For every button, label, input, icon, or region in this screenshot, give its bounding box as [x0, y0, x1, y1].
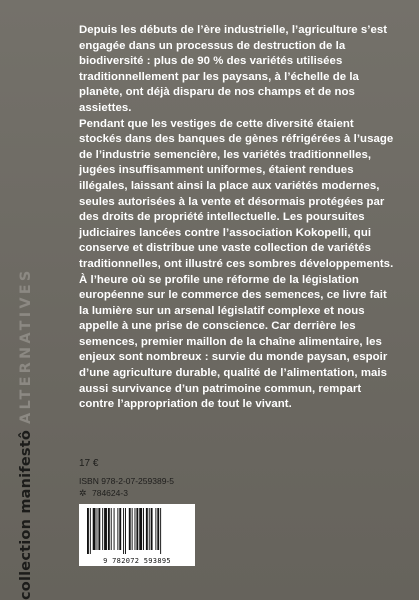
barcode-bar [93, 508, 96, 550]
barcode-bar [117, 508, 118, 550]
barcode-bar [151, 508, 153, 550]
barcode-bar [114, 508, 115, 550]
back-cover-blurb [79, 23, 399, 413]
isbn: ISBN 978-2-07-259389-5 [79, 476, 174, 486]
blurb-paragraph-1: Depuis les débuts de l’ère industrielle, l’agriculture s’est engagée dans un processus de destruction de la biodiversité : plus de 90 % des variétés utilisées traditionnellement par les paysans, à l’échelle de la planète, ont déjà disparu de nos champs et de nos assiettes. [79, 24, 388, 114]
reference-number [79, 487, 279, 499]
barcode-bar [97, 508, 98, 550]
barcode-bar [135, 508, 136, 550]
price-block [79, 458, 279, 499]
barcode-bar [123, 508, 124, 554]
barcode-bar [155, 508, 156, 550]
barcode-bar [111, 508, 112, 550]
blurb-paragraph-3: À l’heure où se profile une réforme de la législation européenne sur le commerce des semences, ce livre fait la lumière sur un arsenal législatif complexe et nous appelle à une prise de conscience. Car derrière les semences, premier maillon de la chaîne alimentaire, les enjeux sont nombreux : survie du monde paysan, espoir d’une agriculture durable, qualité de l’alimentation, mais aussi survivance d’un patrimoine commun, rempart contre l’appropriation de tout le vivant. [79, 273, 388, 411]
barcode-bars [85, 508, 189, 554]
seal-icon: ✲ [79, 488, 87, 498]
barcode-bar [87, 508, 89, 554]
barcode-bar [102, 508, 103, 550]
barcode-bar [149, 508, 150, 550]
barcode-bar [125, 508, 126, 554]
price: 17 € [79, 458, 99, 469]
barcode-bar [104, 508, 107, 550]
barcode-bar [146, 508, 148, 550]
reference-number-value: 784624-3 [92, 488, 128, 498]
barcode-bar [139, 508, 142, 550]
series-name: ALTERNATIVES [18, 267, 34, 424]
blurb-paragraph-2: Pendant que les vestiges de cette diversité étaient stockés dans des banques de gènes réfrigérées à l’usage de l’industrie semencière, les variétés traditionnelles, jugées insuffisamment uniformes, étaient rendues illégales, laissant ainsi la place aux variétés modernes, seules autorisées à la vente et désormais protégées par des droits de propriété intellectuelle. Les poursuites judiciaires lancées contre l’association Kokopelli, qui conserve et distribue une vaste collection de variétés traditionnelles, ont illustré ces sombres développements. [79, 117, 394, 270]
barcode-bar [129, 508, 131, 550]
barcode-bar [160, 508, 161, 554]
barcode-bar [119, 508, 121, 550]
barcode-bar [136, 508, 138, 550]
barcode-bar [90, 508, 91, 554]
barcode [79, 504, 195, 566]
collection-name: collection manifestô [18, 429, 34, 600]
barcode-bar [108, 508, 110, 550]
barcode-bar [98, 508, 100, 550]
barcode-digits: 9 782072 593895 [103, 557, 171, 565]
barcode-bar [157, 508, 159, 550]
barcode-bar [143, 508, 144, 550]
barcode-bar [132, 508, 133, 550]
collection-spine-label [18, 267, 34, 600]
